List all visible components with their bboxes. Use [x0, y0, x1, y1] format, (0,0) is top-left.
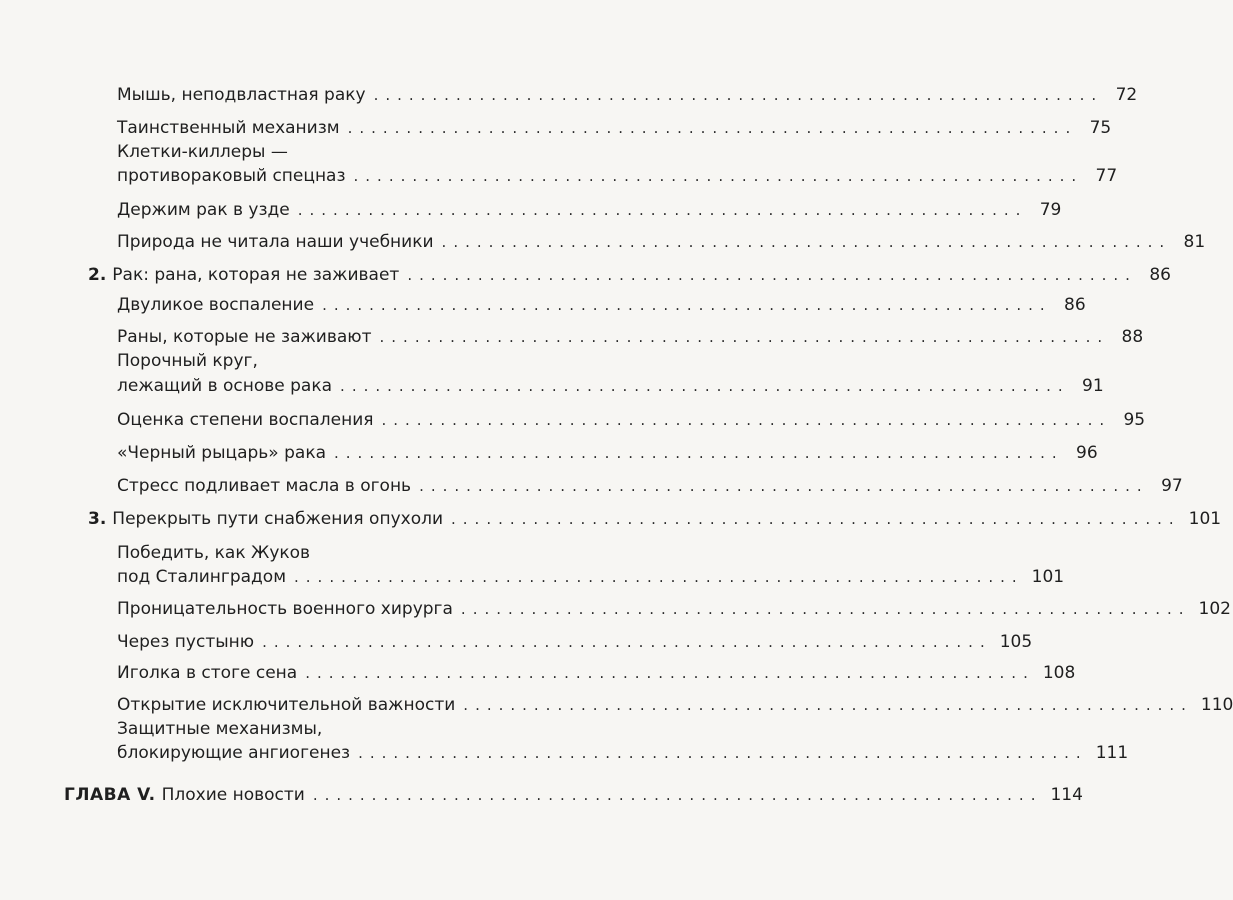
toc-page-number: 96 — [1076, 443, 1098, 463]
toc-entry — [117, 566, 1065, 588]
toc-entry-continued — [117, 718, 510, 740]
toc-entry-title: Проницательность военного хирурга — [117, 599, 453, 619]
toc-page-number: 101 — [1031, 567, 1065, 587]
toc-page-number: 110 — [1200, 695, 1233, 715]
toc-entry-title: Плохие новости — [161, 785, 305, 805]
leader-dots: .............................................................. — [334, 444, 1064, 462]
leader-dots: .............................................................. — [305, 664, 1035, 682]
toc-entry-title: Оценка степени воспаления — [117, 410, 374, 430]
toc-entry — [117, 475, 1183, 497]
toc-entry-title: Победить, как Жуков — [117, 543, 311, 563]
toc-entry-title: Раны, которые не заживают — [117, 327, 372, 347]
toc-page-number: 91 — [1082, 376, 1104, 396]
toc-entry-title: Держим рак в узде — [117, 200, 290, 220]
leader-dots: .............................................................. — [294, 568, 1024, 586]
toc-entry-continued — [117, 141, 510, 163]
toc-entry-title: Защитные механизмы, — [117, 719, 323, 739]
leader-dots: .............................................................. — [322, 296, 1052, 314]
leader-dots: .............................................................. — [353, 167, 1084, 185]
leader-dots: .............................................................. — [407, 266, 1137, 284]
section-number: 2. — [88, 265, 107, 285]
toc-page-number: 77 — [1095, 166, 1118, 186]
toc-entry-title: под Сталинградом — [117, 567, 287, 587]
toc-page-number: 111 — [1095, 743, 1129, 763]
toc-section-entry — [88, 508, 1222, 530]
toc-entry — [117, 694, 1233, 716]
leader-dots: .............................................................. — [358, 744, 1088, 762]
toc-entry-title: Таинственный механизм — [117, 118, 340, 138]
leader-dots: .............................................................. — [441, 233, 1172, 251]
toc-page-number: 101 — [1188, 509, 1222, 529]
leader-dots: .............................................................. — [347, 119, 1078, 137]
toc-entry-title: Перекрыть пути снабжения опухоли — [112, 509, 444, 529]
toc-entry-title: блокирующие ангиогенез — [117, 743, 351, 763]
toc-entry-title: Открытие исключительной важности — [117, 695, 456, 715]
leader-dots: .............................................................. — [419, 477, 1149, 495]
leader-dots: .............................................................. — [379, 328, 1110, 346]
toc-entry-title: Порочный круг, — [117, 351, 258, 371]
toc-page-number: 95 — [1123, 410, 1146, 430]
toc-page-number: 79 — [1039, 200, 1062, 220]
toc-entry — [117, 442, 1098, 464]
toc-entry-title: лежащий в основе рака — [117, 376, 333, 396]
toc-entry — [117, 375, 1104, 397]
leader-dots: .............................................................. — [312, 786, 1043, 804]
toc-entry — [117, 199, 1062, 221]
toc-entry-title: Двуликое воспаление — [117, 295, 315, 315]
toc-entry — [117, 231, 1206, 253]
leader-dots: .............................................................. — [297, 201, 1028, 219]
toc-page-number: 86 — [1064, 295, 1086, 315]
toc-entry — [117, 409, 1146, 431]
toc-entry-title: Через пустыню — [117, 632, 255, 652]
toc-page-number: 72 — [1115, 85, 1138, 105]
toc-entry-title: Мышь, неподвластная раку — [117, 85, 366, 105]
toc-entry — [117, 742, 1129, 764]
toc-page-number: 75 — [1089, 118, 1112, 138]
leader-dots: .............................................................. — [451, 510, 1181, 528]
toc-entry — [117, 117, 1112, 139]
toc-entry-title: Природа не читала наши учебники — [117, 232, 434, 252]
toc-entry-continued — [117, 350, 510, 372]
toc-entry — [117, 662, 1076, 684]
toc-page-number: 114 — [1050, 785, 1083, 805]
toc-entry-title: Иголка в стоге сена — [117, 663, 298, 683]
toc-entry-title: Рак: рана, которая не заживает — [112, 265, 400, 285]
toc-entry — [117, 84, 1138, 106]
toc-page-number: 97 — [1161, 476, 1183, 496]
toc-entry-title: Клетки-киллеры — — [117, 142, 288, 162]
toc-page-number: 105 — [999, 632, 1033, 652]
toc-entry — [117, 165, 1118, 187]
toc-entry-title: «Черный рыцарь» рака — [117, 443, 327, 463]
leader-dots: .............................................................. — [460, 600, 1191, 618]
toc-entry-title: Стресс подливает масла в огонь — [117, 476, 412, 496]
chapter-label: ГЛАВА V. — [64, 785, 156, 805]
leader-dots: .............................................................. — [381, 411, 1112, 429]
toc-page-number: 88 — [1121, 327, 1144, 347]
toc-entry — [117, 294, 1086, 316]
toc-entry — [117, 326, 1144, 348]
toc-entry — [117, 631, 1033, 653]
toc-section-entry — [88, 264, 1171, 286]
section-number: 3. — [88, 509, 107, 529]
toc-entry-title: противораковый спецназ — [117, 166, 346, 186]
toc-page-number: 102 — [1198, 599, 1231, 619]
toc-entry — [117, 598, 1231, 620]
toc-page-number: 108 — [1042, 663, 1076, 683]
leader-dots: .............................................................. — [373, 86, 1104, 104]
leader-dots: .............................................................. — [340, 377, 1070, 395]
leader-dots: .............................................................. — [463, 696, 1193, 714]
toc-page-number: 81 — [1183, 232, 1206, 252]
toc-page-number: 86 — [1149, 265, 1171, 285]
toc-chapter-entry — [64, 784, 1083, 806]
toc-entry-continued — [117, 542, 510, 564]
leader-dots: .............................................................. — [262, 633, 992, 651]
